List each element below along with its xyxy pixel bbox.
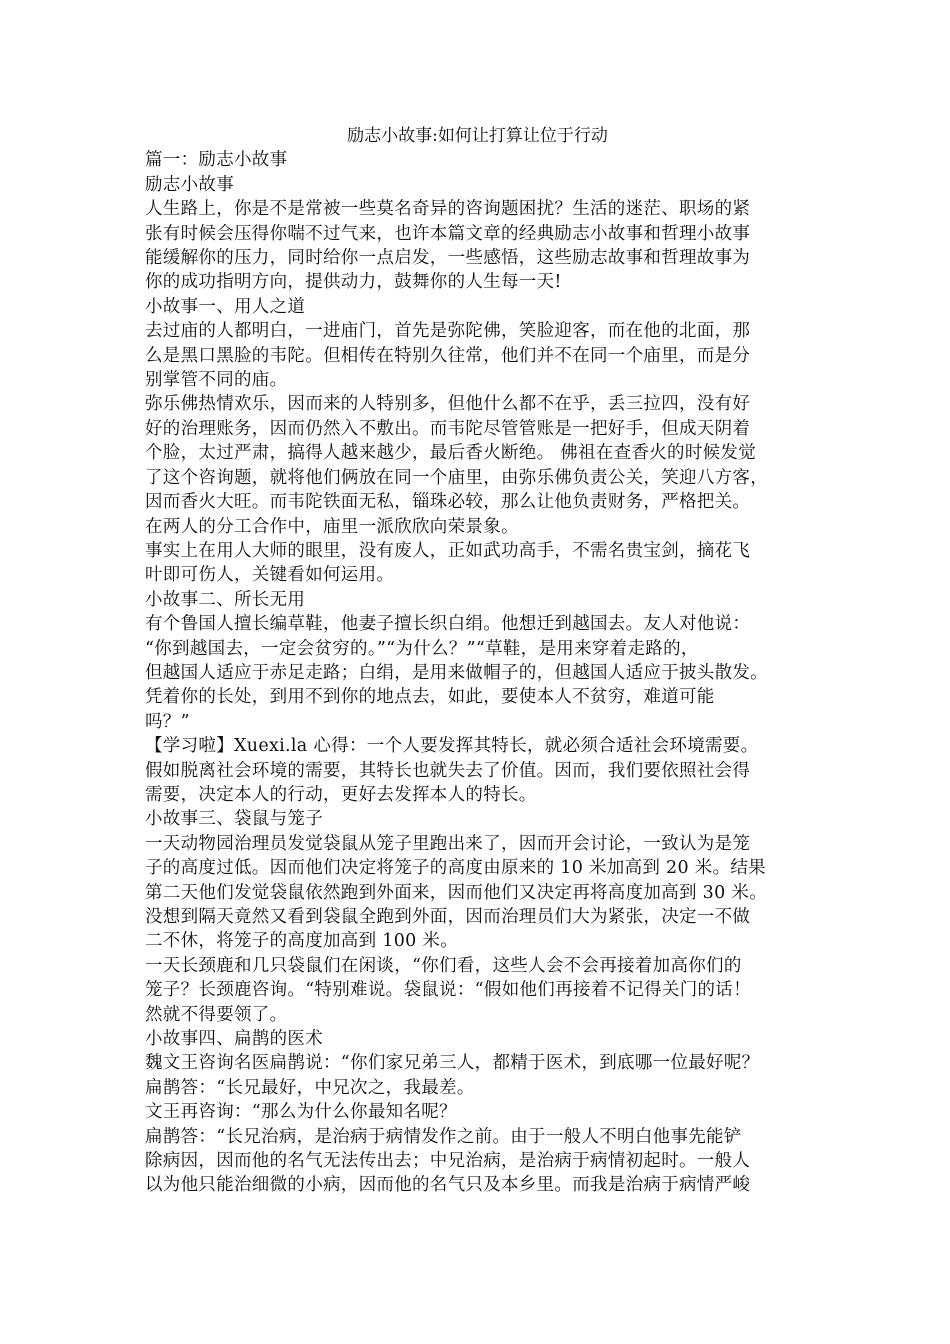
text-line: 二不休，将笼子的高度加高到 100 米。 [145,931,459,952]
text-line: 小故事四、扁鹊的医术 [145,1029,323,1050]
text-line: 笼子？长颈鹿咨询。“特别难说。袋鼠说：“假如他们再接着不记得关门的话！ [145,980,751,1001]
text-line: 凭着你的长处，到用不到你的地点去，如此，要使本人不贫穷，难道可能 [145,687,715,708]
text-line: 假如脱离社会环境的需要，其特长也就失去了价值。因而，我们要依照社会得 [145,760,751,781]
text-line: 了这个咨询题，就将他们俩放在同一个庙里，由弥乐佛负责公关，笑迎八方客， [145,467,768,488]
text-line: 需要，决定本人的行动，更好去发挥本人的特长。 [145,784,537,805]
text-line: 张有时候会压得你喘不过气来，也许本篇文章的经典励志小故事和哲理小故事 [145,223,751,244]
text-line: 吗？” [145,711,190,732]
text-line: “你到越国去，一定会贫穷的。”“为什么？”“草鞋，是用来穿着走路的， [145,638,699,659]
text-line: 人生路上，你是不是常被一些莫名奇异的咨询题困扰？生活的迷茫、职场的紧 [145,199,751,220]
text-line: 去过庙的人都明白，一进庙门，首先是弥陀佛，笑脸迎客，而在他的北面，那 [145,321,751,342]
text-line: 子的高度过低。因而他们决定将笼子的高度由原来的 10 米加高到 20 米。结果 [145,858,766,879]
text-line: 文王再咨询：“那么为什么你最知名呢？ [145,1102,457,1123]
text-line: 篇一：励志小故事 [145,150,288,171]
text-line: 你的成功指明方向，提供动力，鼓舞你的人生每一天! [145,272,562,293]
text-line: 扁鹊答：“长兄最好，中兄次之，我最差。 [145,1077,475,1098]
text-line: 第二天他们发觉袋鼠依然跑到外面来，因而他们又决定再将高度加高到 30 米。 [145,882,767,903]
document-body [145,124,810,1198]
text-line: 一天动物园治理员发觉袋鼠从笼子里跑出来了，因而开会讨论，一致认为是笼 [145,833,751,854]
text-line: 除病因，因而他的名气无法传出去；中兄治病，是治病于病情初起时。一般人 [145,1151,751,1172]
text-line: 扁鹊答：“长兄治病，是治病于病情发作之前。由于一般人不明白他事先能铲 [145,1126,742,1147]
text-line: 叶即可伤人，关键看如何运用。 [145,565,395,586]
text-line: 个脸，太过严肃，搞得人越来越少，最后香火断绝。 佛祖在查香火的时候发觉 [145,443,757,464]
text-line: 弥乐佛热情欢乐，因而来的人特别多，但他什么都不在乎，丢三拉四，没有好 [145,394,751,415]
text-line: 然就不得要领了。 [145,1004,288,1025]
text-line: 能缓解你的压力，同时给你一点启发，一些感悟，这些励志故事和哲理故事为 [145,248,751,269]
text-line: 事实上在用人大师的眼里，没有废人，正如武功高手，不需名贵宝剑，摘花飞 [145,540,751,561]
text-line: 【学习啦】Xuexi.la 心得：一个人要发挥其特长，就必须合适社会环境需要。 [145,736,759,757]
text-line: 有个鲁国人擅长编草鞋，他妻子擅长织白绢。他想迁到越国去。友人对他说： [145,614,751,635]
text-line: 没想到隔天竟然又看到袋鼠全跑到外面，因而治理员们大为紧张，决定一不做 [145,907,751,927]
text-line: 小故事三、袋鼠与笼子 [145,809,323,830]
text-line: 以为他只能治细微的小病，因而他的名气只及本乡里。而我是治病于病情严峻 [145,1175,751,1196]
text-line: 好的治理账务，因而仍然入不敷出。而韦陀尽管管账是一把好手，但成天阴着 [145,418,751,439]
text-line: 么是黑口黑脸的韦陀。但相传在特别久往常，他们并不在同一个庙里，而是分 [145,345,751,366]
document-text [145,148,810,1197]
text-line: 魏文王咨询名医扁鹊说：“你们家兄弟三人，都精于医术，到底哪一位最好呢？ [145,1053,760,1074]
text-line: 但越国人适应于赤足走路；白绢，是用来做帽子的，但越国人适应于披头散发。 [145,662,768,683]
document-title: 励志小故事:如何让打算让位于行动 [347,126,608,146]
text-line: 小故事一、用人之道 [145,296,306,317]
text-line: 一天长颈鹿和几只袋鼠们在闲谈，“你们看，这些人会不会再接着加高你们的 [145,955,742,976]
text-line: 在两人的分工合作中，庙里一派欣欣向荣景象。 [145,516,519,537]
text-line: 励志小故事 [145,174,234,195]
text-line: 小故事二、所长无用 [145,589,306,610]
text-line: 别掌管不同的庙。 [145,370,288,391]
text-line: 因而香火大旺。而韦陀铁面无私，锱珠必较，那么让他负责财务，严格把关。 [145,492,751,513]
